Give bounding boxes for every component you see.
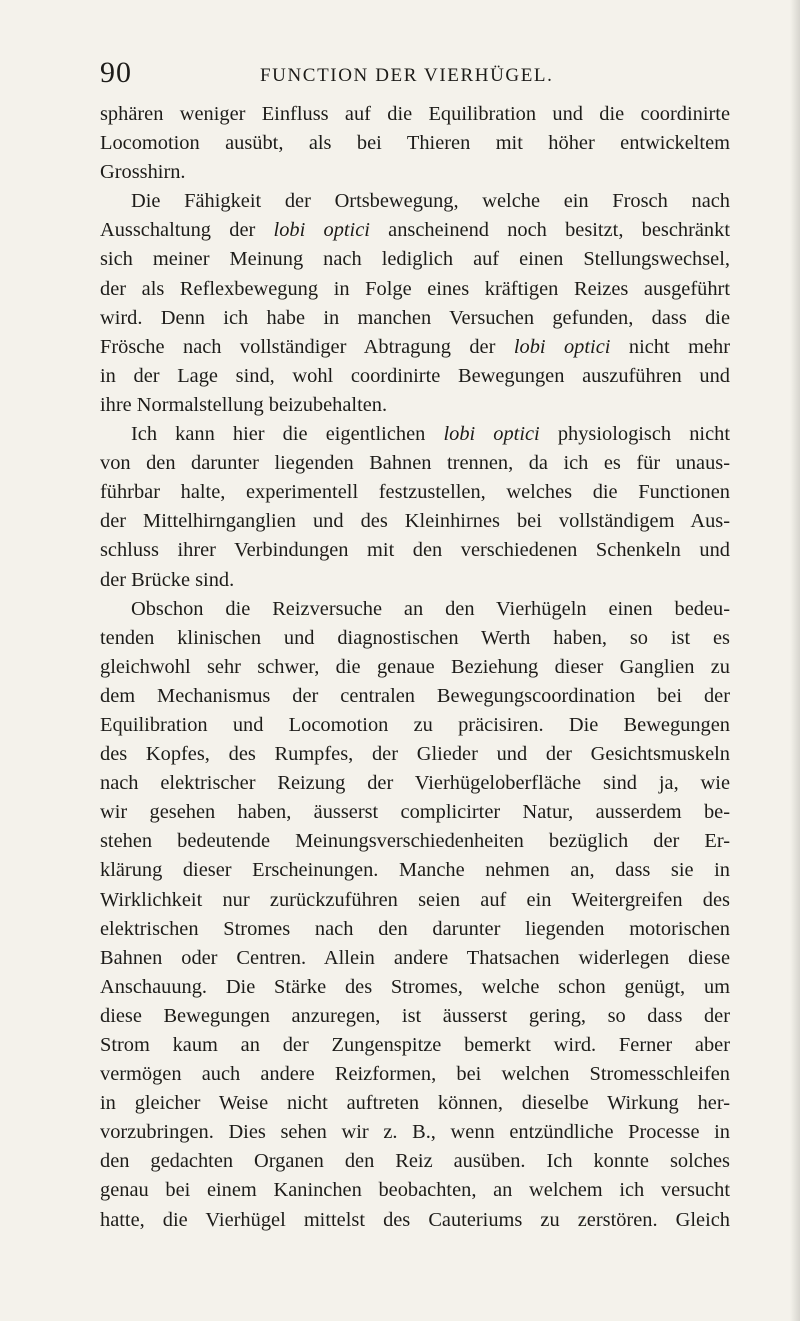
text-line: führbar halte, experimentell festzustellen, welches die Functionen <box>100 481 730 504</box>
text-line: ihre Normalstellung beizubehalten. <box>100 393 388 416</box>
text-line: Frösche nach vollständiger Abtragung der lobi optici nicht mehr <box>100 335 730 358</box>
text-line: vermögen auch andere Reizformen, bei welchen Stromesschleifen <box>100 1063 730 1086</box>
text-line: Wirklichkeit nur zurückzuführen seien auf ein Weitergreifen des <box>100 888 730 911</box>
text-line: Grosshirn. <box>100 161 186 184</box>
text-line: vorzubringen. Dies sehen wir z. B., wenn entzündliche Processe in <box>100 1121 730 1144</box>
page-edge-shadow <box>790 0 800 1321</box>
text-line: in der Lage sind, wohl coordinirte Bewegungen auszuführen und <box>100 364 730 387</box>
text-line: Strom kaum an der Zungenspitze bemerkt wird. Ferner aber <box>100 1034 730 1056</box>
page-number: 90 <box>100 56 132 89</box>
text-line: Bahnen oder Centren. Allein andere Thatsachen widerlegen diese <box>100 946 730 969</box>
text-line: tenden klinischen und diagnostischen Werth haben, so ist es <box>100 626 730 649</box>
text-line: Equilibration und Locomotion zu präcisiren. Die Bewegungen <box>100 713 730 736</box>
text-line: in gleicher Weise nicht auftreten können, dieselbe Wirkung her- <box>100 1092 730 1115</box>
text-line: nach elektrischer Reizung der Vierhügeloberfläche sind ja, wie <box>100 772 730 795</box>
text-line: gleichwohl sehr schwer, die genaue Beziehung dieser Ganglien zu <box>100 655 730 678</box>
text-line: der als Reflexbewegung in Folge eines kräftigen Reizes ausgeführt <box>100 277 730 300</box>
text-line: klärung dieser Erscheinungen. Manche nehmen an, dass sie in <box>100 859 730 882</box>
running-head: FUNCTION DER VIERHÜGEL. <box>260 65 554 86</box>
text-line: sphären weniger Einfluss auf die Equilibration und die coordinirte <box>100 103 730 125</box>
page-header <box>100 56 720 96</box>
text-line: dem Mechanismus der centralen Bewegungscoordination bei der <box>100 684 730 707</box>
text-line: der Brücke sind. <box>100 568 235 591</box>
text-line: Obschon die Reizversuche an den Vierhügeln einen bedeu- <box>131 597 730 620</box>
text-line: den gedachten Organen den Reiz ausüben. Ich konnte solches <box>100 1150 730 1173</box>
text-line: von den darunter liegenden Bahnen trennen, da ich es für unaus- <box>100 452 730 475</box>
text-line: wird. Denn ich habe in manchen Versuchen gefunden, dass die <box>100 306 730 329</box>
latin-term: lobi optici <box>513 335 611 358</box>
latin-term: lobi optici <box>443 423 540 446</box>
text-line: wir gesehen haben, äusserst complicirter Natur, ausserdem be- <box>100 801 730 824</box>
text-line: Locomotion ausübt, als bei Thieren mit höher entwickeltem <box>100 132 730 155</box>
text-line: hatte, die Vierhügel mittelst des Cauteriums zu zerstören. Gleich <box>100 1208 730 1231</box>
text-line: stehen bedeutende Meinungsverschiedenheiten bezüglich der Er- <box>100 830 730 853</box>
text-line: genau bei einem Kaninchen beobachten, an welchem ich versucht <box>100 1179 730 1202</box>
text-line: Die Fähigkeit der Ortsbewegung, welche ein Frosch nach <box>131 190 730 213</box>
text-line: diese Bewegungen anzuregen, ist äusserst gering, so dass der <box>100 1004 730 1027</box>
text-line: sich meiner Meinung nach lediglich auf einen Stellungswechsel, <box>100 248 730 271</box>
body-text <box>100 100 730 1235</box>
text-line: Ich kann hier die eigentlichen lobi optici physiologisch nicht <box>131 423 730 446</box>
text-line: der Mittelhirnganglien und des Kleinhirnes bei vollständigem Aus- <box>100 510 730 533</box>
text-line: schluss ihrer Verbindungen mit den verschiedenen Schenkeln und <box>100 539 730 562</box>
text-line: des Kopfes, des Rumpfes, der Glieder und der Gesichtsmuskeln <box>100 743 730 766</box>
text-line: Ausschaltung der lobi optici anscheinend noch besitzt, beschränkt <box>100 219 730 242</box>
latin-term: lobi optici <box>273 219 370 242</box>
text-line: Anschauung. Die Stärke des Stromes, welche schon genügt, um <box>100 975 730 998</box>
text-line: elektrischen Stromes nach den darunter liegenden motorischen <box>100 917 730 940</box>
